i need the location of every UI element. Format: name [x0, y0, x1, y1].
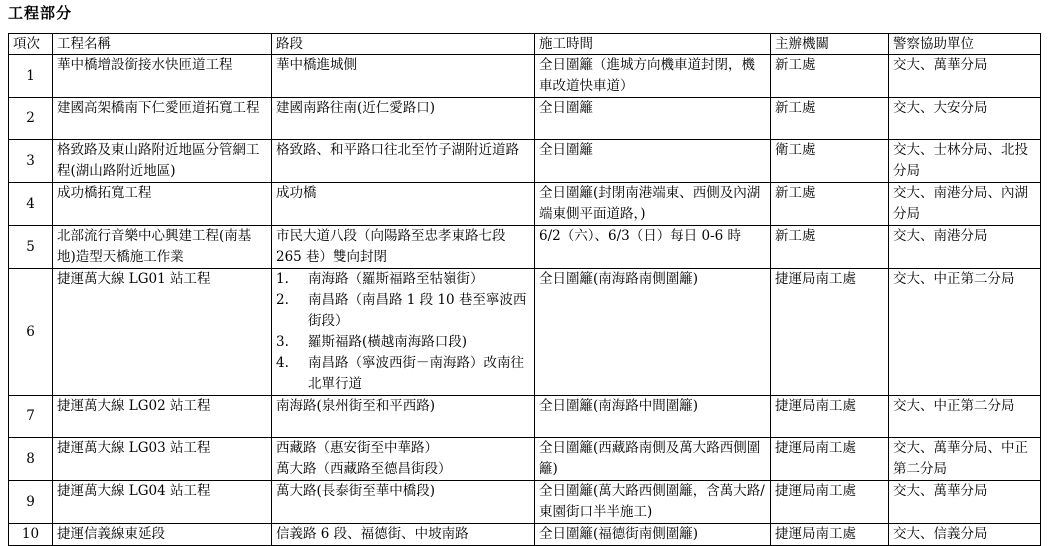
- table-row: [9, 524, 1041, 546]
- construction-time: 6/2（六）、6/3（日）每日 0-6 時: [535, 226, 771, 269]
- list-text: 南昌路（寧波西街－南海路）改南往北單行道: [308, 355, 524, 392]
- row-no: 1: [9, 55, 53, 98]
- table-header-row: [9, 34, 1041, 55]
- construction-time: 全日圍籬(南海路中間圍籬): [535, 396, 771, 438]
- road-section: 萬大路(長泰街至華中橋段): [272, 481, 535, 524]
- project-name: 格致路及東山路附近地區分管網工程(湖山路附近地區): [53, 140, 272, 183]
- construction-table: [8, 33, 1041, 546]
- police-unit: 交大、信義分局: [889, 524, 1041, 546]
- table-row: [9, 55, 1041, 98]
- road-section-item: [276, 353, 530, 395]
- table-row: [9, 481, 1041, 524]
- road-section: 建國南路往南(近仁愛路口): [272, 98, 535, 140]
- list-text: 南昌路（南昌路 1 段 10 巷至寧波西街段）: [308, 292, 527, 329]
- construction-time: 全日圍籬(南海路南側圍籬): [535, 269, 771, 396]
- project-name: 華中橋增設銜接水快匝道工程: [53, 55, 272, 98]
- construction-time: 全日圍籬(西藏路南側及萬大路西側圍籬): [535, 438, 771, 481]
- list-number: 4.: [276, 355, 289, 371]
- table-row: [9, 269, 1041, 396]
- header-construction-time: 施工時間: [535, 34, 771, 55]
- page-title: 工程部分: [8, 4, 73, 22]
- police-unit: 交大、中正第二分局: [889, 396, 1041, 438]
- road-section: 市民大道八段（向陽路至忠孝東路七段 265 巷）雙向封閉: [272, 226, 535, 269]
- project-name: 建國高架橋南下仁愛匝道拓寬工程: [53, 98, 272, 140]
- table-row: [9, 226, 1041, 269]
- row-no: 2: [9, 98, 53, 140]
- row-no: 5: [9, 226, 53, 269]
- row-no: 8: [9, 438, 53, 481]
- road-section-item: [276, 290, 530, 332]
- road-section: 成功橋: [272, 183, 535, 226]
- road-section: 南海路(泉州街至和平西路): [272, 396, 535, 438]
- table-row: [9, 98, 1041, 140]
- agency: 衛工處: [771, 140, 889, 183]
- project-name: 北部流行音樂中心興建工程(南基地)造型天橋施工作業: [53, 226, 272, 269]
- construction-time: 全日圍籬(封閉南港端東、西側及內湖端東側平面道路，): [535, 183, 771, 226]
- agency: 捷運局南工處: [771, 481, 889, 524]
- agency: 捷運局南工處: [771, 269, 889, 396]
- police-unit: 交大、南港分局、內湖分局: [889, 183, 1041, 226]
- construction-time: 全日圍籬(福德街南側圍籬): [535, 524, 771, 546]
- header-police-unit: 警察協助單位: [889, 34, 1041, 55]
- row-no: 3: [9, 140, 53, 183]
- table-row: [9, 140, 1041, 183]
- list-number: 3.: [276, 334, 289, 350]
- construction-time: 全日圍籬（進城方向機車道封閉，機車改道快車道）: [535, 55, 771, 98]
- police-unit: 交大、南港分局: [889, 226, 1041, 269]
- road-line: 萬大路（西藏路至德昌街段）: [276, 461, 452, 477]
- header-road-section: 路段: [272, 34, 535, 55]
- list-text: 羅斯福路(橫越南海路口段): [308, 334, 468, 350]
- row-no: 10: [9, 524, 53, 546]
- project-name: 捷運信義線東延段: [53, 524, 272, 546]
- agency: 新工處: [771, 226, 889, 269]
- project-name: 成功橋拓寬工程: [53, 183, 272, 226]
- project-name: 捷運萬大線 LG03 站工程: [53, 438, 272, 481]
- agency: 捷運局南工處: [771, 438, 889, 481]
- header-project-name: 工程名稱: [53, 34, 272, 55]
- header-agency: 主辦機關: [771, 34, 889, 55]
- road-section-item: [276, 269, 530, 290]
- police-unit: 交大、大安分局: [889, 98, 1041, 140]
- list-number: 1.: [276, 271, 289, 287]
- header-no: 項次: [9, 34, 53, 55]
- police-unit: 交大、萬華分局: [889, 55, 1041, 98]
- list-text: 南海路（羅斯福路至牯嶺街）: [308, 271, 484, 287]
- project-name: 捷運萬大線 LG04 站工程: [53, 481, 272, 524]
- table-row: [9, 396, 1041, 438]
- agency: 捷運局南工處: [771, 396, 889, 438]
- row-no: 9: [9, 481, 53, 524]
- road-section: 格致路、和平路口往北至竹子湖附近道路: [272, 140, 535, 183]
- list-number: 2.: [276, 292, 289, 308]
- road-section-item: [276, 332, 530, 353]
- agency: 新工處: [771, 55, 889, 98]
- agency: 新工處: [771, 183, 889, 226]
- row-no: 7: [9, 396, 53, 438]
- police-unit: 交大、萬華分局: [889, 481, 1041, 524]
- road-line: 西藏路（惠安街至中華路）: [276, 440, 438, 456]
- road-section: [272, 269, 535, 396]
- construction-time: 全日圍籬(萬大路西側圍籬，含萬大路/東園街口半半施工): [535, 481, 771, 524]
- project-name: 捷運萬大線 LG01 站工程: [53, 269, 272, 396]
- police-unit: 交大、士林分局、北投分局: [889, 140, 1041, 183]
- row-no: 4: [9, 183, 53, 226]
- road-section: 信義路 6 段、福德街、中坡南路: [272, 524, 535, 546]
- construction-time: 全日圍籬: [535, 140, 771, 183]
- police-unit: 交大、萬華分局、中正第二分局: [889, 438, 1041, 481]
- police-unit: 交大、中正第二分局: [889, 269, 1041, 396]
- agency: 新工處: [771, 98, 889, 140]
- project-name: 捷運萬大線 LG02 站工程: [53, 396, 272, 438]
- row-no: 6: [9, 269, 53, 396]
- road-section-list: [276, 269, 530, 395]
- table-row: [9, 183, 1041, 226]
- table-row: [9, 438, 1041, 481]
- road-section: [272, 438, 535, 481]
- road-section: 華中橋進城側: [272, 55, 535, 98]
- construction-time: 全日圍籬: [535, 98, 771, 140]
- agency: 捷運局南工處: [771, 524, 889, 546]
